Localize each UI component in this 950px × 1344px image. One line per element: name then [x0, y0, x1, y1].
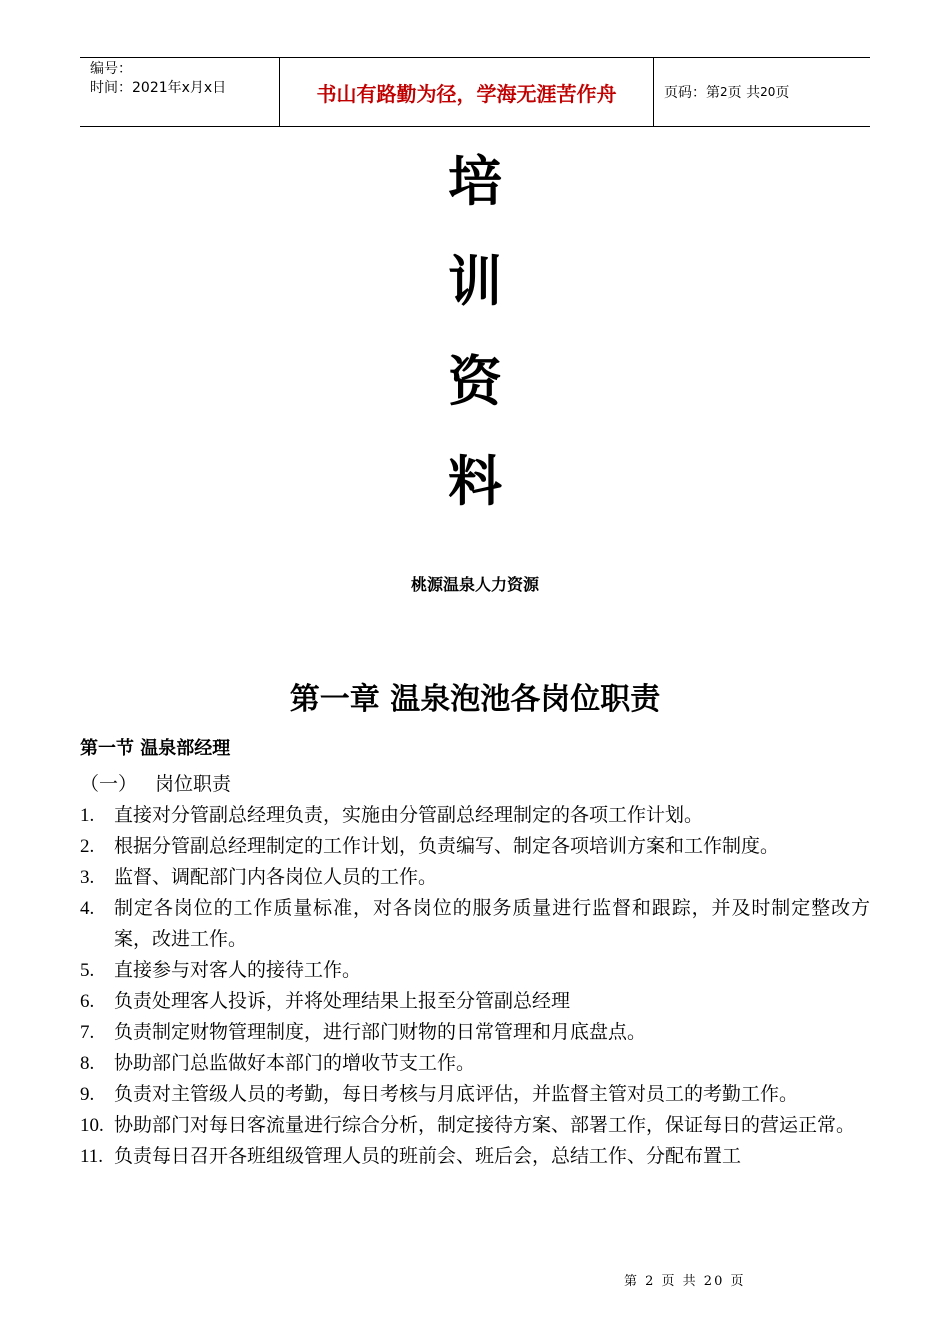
list-item: 10. 协助部门对每日客流量进行综合分析，制定接待方案、部署工作，保证每日的营运正常。 [80, 1114, 856, 1136]
subsection-heading: （一） 岗位职责 [80, 773, 232, 795]
header-motto: 书山有路勤为径，学海无涯苦作舟 [280, 58, 654, 126]
section-heading: 第一节 温泉部经理 [80, 738, 231, 759]
number-label: 编号： [90, 61, 132, 77]
title-char: 训 [448, 250, 502, 313]
chapter-heading: 第一章 温泉泡池各岗位职责 [289, 682, 661, 717]
list-item: 6. 负责处理客人投诉，并将处理结果上报至分管副总经理 [80, 990, 571, 1012]
header-meta [80, 58, 280, 126]
list-item: 9. 负责对主管级人员的考勤，每日考核与月底评估，并监督主管对员工的考勤工作。 [80, 1083, 799, 1105]
title-char: 培 [448, 150, 502, 213]
list-item: 5. 直接参与对客人的接待工作。 [80, 959, 362, 981]
time-label: 时间：2021年x月x日 [90, 80, 227, 96]
list-item: 8. 协助部门总监做好本部门的增收节支工作。 [80, 1052, 476, 1074]
document-subtitle: 桃源温泉人力资源 [410, 575, 539, 594]
list-item: 11. 负责每日召开各班组级管理人员的班前会、班后会，总结工作、分配布置工 [80, 1145, 742, 1167]
header-page-info: 页码：第 2 页 共 20 页 [664, 85, 790, 101]
duty-list [80, 800, 870, 1172]
list-item: 3. 监督、调配部门内各岗位人员的工作。 [80, 866, 438, 888]
list-item: 2. 根据分管副总经理制定的工作计划，负责编写、制定各项培训方案和工作制度。 [80, 835, 780, 857]
header-page-number: 2 [720, 85, 728, 99]
list-item: 7. 负责制定财物管理制度，进行部门财物的日常管理和月底盘点。 [80, 1021, 647, 1043]
list-item: 1. 直接对分管副总经理负责，实施由分管副总经理制定的各项工作计划。 [80, 804, 704, 826]
page-footer: 第 2 页 共 20 页 [624, 1274, 746, 1289]
header-page-total: 20 [760, 85, 776, 99]
title-char: 料 [448, 450, 502, 513]
title-char: 资 [448, 350, 502, 413]
list-item: 4. 制定各岗位的工作质量标准，对各岗位的服务质量进行监督和跟踪，并及时制定整改方案，改进工作。 [80, 897, 870, 950]
document-header [80, 57, 870, 127]
